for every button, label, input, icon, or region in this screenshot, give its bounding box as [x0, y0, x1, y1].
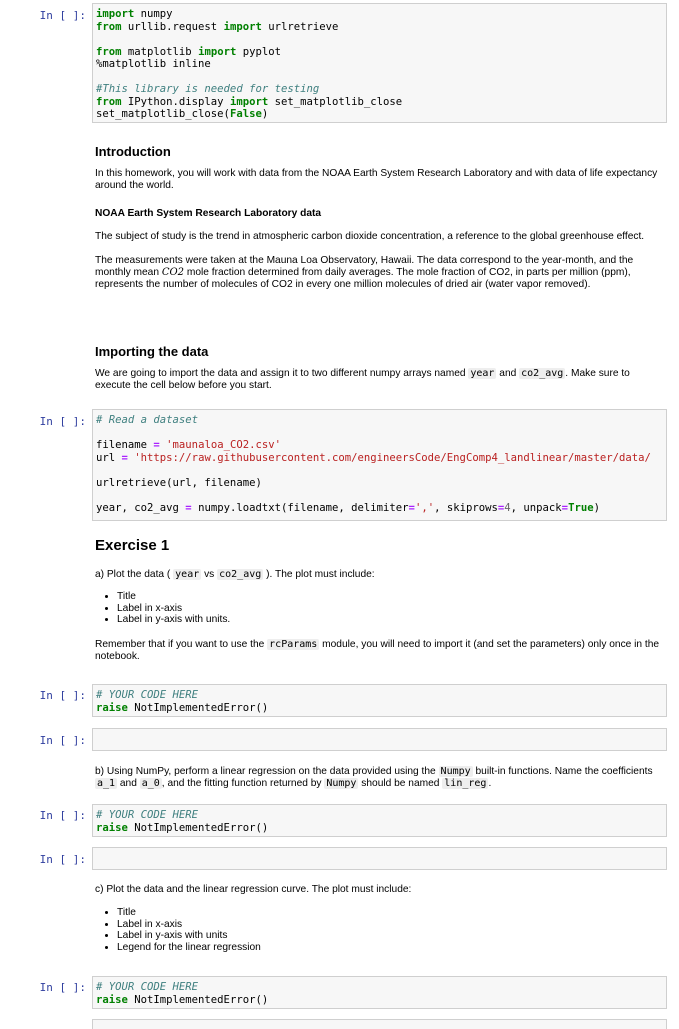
introduction-heading: Introduction [95, 144, 171, 159]
list-item: • Title [117, 907, 665, 919]
markdown-exercise1 [95, 537, 665, 663]
markdown-exercise1b [95, 766, 665, 790]
markdown-introduction [95, 146, 665, 291]
markdown-importing [95, 346, 665, 392]
exercise1a-text: a) Plot the data ( year vs co2_avg ). The plot must include: [95, 569, 375, 580]
cell-prompt: In [ ]: [39, 9, 86, 22]
importing-heading: Importing the data [95, 344, 209, 359]
code-cell-exercise1c[interactable]: # YOUR CODE HERE raise NotImplementedError() [92, 976, 667, 1009]
list-item: • Label in x-axis [117, 603, 665, 615]
exercise1c-list [95, 907, 665, 953]
exercise1c-text: c) Plot the data and the linear regression curve. The plot must include: [95, 884, 412, 895]
empty-code-cell[interactable] [92, 1019, 667, 1029]
cell-prompt: In [ ]: [39, 981, 86, 994]
cell-prompt: In [ ]: [39, 853, 86, 866]
exercise1a-list [95, 591, 665, 626]
empty-code-cell[interactable] [92, 728, 667, 751]
noaa-heading: NOAA Earth System Research Laboratory data [95, 208, 322, 219]
exercise1b-text: b) Using NumPy, perform a linear regression on the data provided using the Numpy built-in functions. Name the coefficients a_1 and a_0 , and the fitting function returned by Numpy should be named lin_reg . [95, 766, 653, 789]
empty-code-cell[interactable] [92, 847, 667, 870]
importing-paragraph: We are going to import the data and assign it to two different numpy arrays named year and co2_avg . Make sure to execute the cell below before you start. [95, 368, 630, 391]
list-item: • Legend for the linear regression [117, 942, 665, 954]
cell-prompt: In [ ]: [39, 734, 86, 747]
code-cell-imports[interactable]: import numpy from urllib.request import urlretrieve from matplotlib import pyplot %matplotlib inline #This library is needed for testing from IPython.display import set_matplotlib_close set_matplotlib_close(False) [92, 3, 667, 123]
exercise1-heading: Exercise 1 [95, 537, 170, 554]
cell-prompt: In [ ]: [39, 689, 86, 702]
noaa-paragraph: The subject of study is the trend in atmospheric carbon dioxide concentration, a reference to the global greenhouse effect. [95, 231, 645, 242]
co2-math: CO2 [161, 267, 185, 278]
list-item: • Label in y-axis with units [117, 930, 665, 942]
cell-prompt: In [ ]: [39, 809, 86, 822]
intro-paragraph: In this homework, you will work with data from the NOAA Earth System Research Laboratory and with data of life expectancy around the world. [95, 168, 658, 191]
code-cell-exercise1b[interactable]: # YOUR CODE HERE raise NotImplementedError() [92, 804, 667, 837]
cell-prompt: In [ ]: [39, 415, 86, 428]
list-item: • Label in y-axis with units. [117, 614, 665, 626]
markdown-exercise1c [95, 884, 665, 953]
code-cell-exercise1a[interactable]: # YOUR CODE HERE raise NotImplementedError() [92, 684, 667, 717]
list-item: • Title [117, 591, 665, 603]
rcparams-note: Remember that if you want to use the rcParams module, you will need to import it (and set the parameters) only once in the notebook. [95, 638, 660, 662]
list-item: • Label in x-axis [117, 919, 665, 931]
measurements-paragraph: The measurements were taken at the Mauna Loa Observatory, Hawaii. The data correspond to the year-month, and the monthly mean CO2 mole fraction determined from daily averages. The mole fraction of CO2, in parts per million (ppm), represents the number of molecules of CO2 in every one million molecules of dried air (water vapor removed). [95, 255, 634, 290]
code-cell-read-dataset[interactable]: # Read a dataset filename = 'maunaloa_CO2.csv' url = 'https://raw.githubusercontent.com/engineersCode/EngComp4_landlinear/master/data/ urlretrieve(url, filename) year, co2_avg = numpy.loadtxt(filename, delimiter=',', skiprows=4, unpack=True) [92, 409, 667, 521]
